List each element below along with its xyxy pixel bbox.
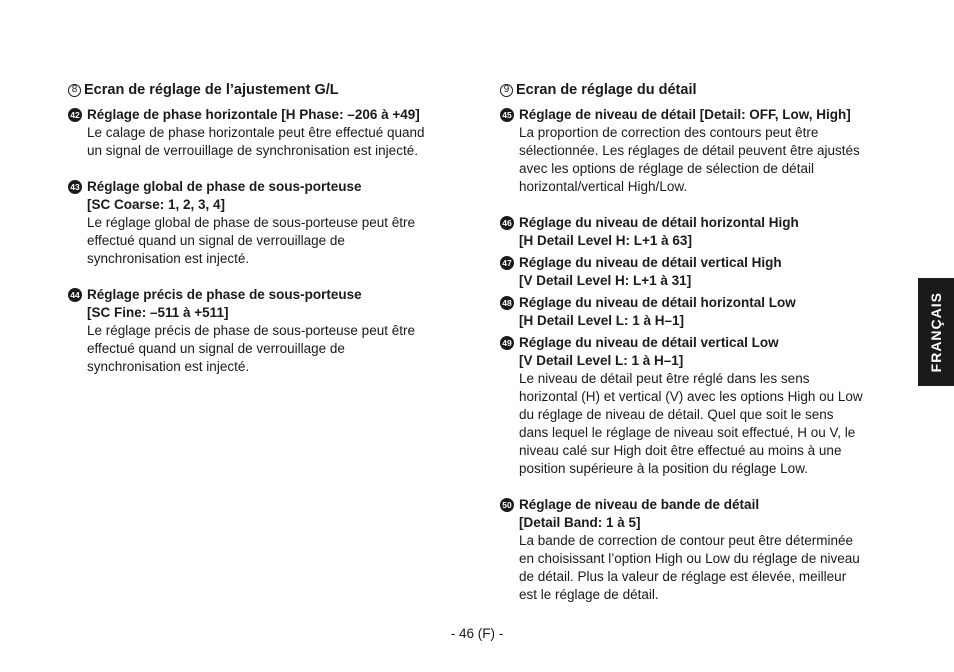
item-title: Réglage du niveau de détail vertical Low	[519, 335, 779, 350]
item-42	[68, 106, 458, 160]
item-parameter: [H Detail Level H: L+1 à 63]	[519, 233, 692, 248]
item-46	[500, 214, 900, 250]
circled-number-8: 8	[68, 84, 81, 97]
item-title: Réglage de phase horizontale [H Phase: –206 à +49]	[87, 107, 420, 122]
item-text-line: du réglage de niveau de détail. Quel que soit le sens	[519, 407, 834, 422]
item-47	[500, 254, 900, 290]
item-number-badge: 42	[68, 108, 82, 122]
item-text-line: horizontal (H) et vertical (V) avec les options High ou Low	[519, 389, 863, 404]
item-text-line: Le réglage global de phase de sous-porteuse peut être	[87, 215, 415, 230]
item-text-line: horizontal/vertical High/Low.	[519, 179, 688, 194]
item-number-badge: 49	[500, 336, 514, 350]
item-number-badge: 44	[68, 288, 82, 302]
section-title: Ecran de réglage du détail	[516, 82, 697, 98]
item-number-badge: 43	[68, 180, 82, 194]
item-number-badge: 48	[500, 296, 514, 310]
item-45	[500, 106, 900, 196]
language-tab	[918, 278, 954, 386]
item-number-badge: 45	[500, 108, 514, 122]
left-column	[68, 80, 458, 376]
item-43	[68, 178, 458, 268]
item-text-line: de détail. Plus la valeur de réglage est élevée, meilleur	[519, 569, 847, 584]
item-text-line: position supérieure à la position du réglage Low.	[519, 461, 808, 476]
language-tab-label: FRANÇAIS	[928, 291, 944, 373]
item-title: Réglage précis de phase de sous-porteuse	[87, 287, 362, 302]
item-text-line: Le calage de phase horizontale peut être effectué quand	[87, 125, 425, 140]
item-title: Réglage du niveau de détail vertical High	[519, 255, 782, 270]
item-title: Réglage du niveau de détail horizontal High	[519, 215, 799, 230]
item-text-line: sélectionnée. Les réglages de détail peuvent être ajustés	[519, 143, 860, 158]
right-column	[500, 80, 900, 604]
item-48	[500, 294, 900, 330]
item-text-line: avec les options de réglage de sélection de détail	[519, 161, 814, 176]
item-50	[500, 496, 900, 604]
item-text-line: niveau calé sur High doit être effectué au moins à une	[519, 443, 842, 458]
item-parameter: [V Detail Level H: L+1 à 31]	[519, 273, 692, 288]
item-49	[500, 334, 900, 478]
section-title: Ecran de réglage de l’ajustement G/L	[84, 82, 339, 98]
item-text-line: synchronisation est injecté.	[87, 251, 250, 266]
item-title: Réglage du niveau de détail horizontal Low	[519, 295, 796, 310]
section-heading-detail	[500, 80, 900, 100]
item-text-line: effectué quand un signal de verrouillage de	[87, 233, 345, 248]
section-heading-gl	[68, 80, 458, 100]
item-44	[68, 286, 458, 376]
item-text-line: en choisissant l’option High ou Low du réglage de niveau	[519, 551, 860, 566]
item-parameter: [H Detail Level L: 1 à H–1]	[519, 313, 685, 328]
item-title: Réglage de niveau de détail [Detail: OFF, Low, High]	[519, 107, 851, 122]
item-text-line: La bande de correction de contour peut être déterminée	[519, 533, 853, 548]
item-text-line: Le réglage précis de phase de sous-porteuse peut être	[87, 323, 415, 338]
item-number-badge: 46	[500, 216, 514, 230]
item-text-line: Le niveau de détail peut être réglé dans les sens	[519, 371, 810, 386]
item-parameter: [V Detail Level L: 1 à H–1]	[519, 353, 684, 368]
item-number-badge: 47	[500, 256, 514, 270]
item-text-line: un signal de verrouillage de synchronisation est injecté.	[87, 143, 418, 158]
item-number-badge: 50	[500, 498, 514, 512]
item-text-line: est le réglage de détail.	[519, 587, 659, 602]
page-number: - 46 (F) -	[450, 626, 504, 641]
item-text-line: La proportion de correction des contours peut être	[519, 125, 819, 140]
item-parameter: [SC Fine: –511 à +511]	[87, 305, 229, 320]
circled-number-9: 9	[500, 84, 513, 97]
item-text-line: synchronisation est injecté.	[87, 359, 250, 374]
item-parameter: [Detail Band: 1 à 5]	[519, 515, 641, 530]
item-text-line: dans lequel le réglage de niveau soit effectué, H ou V, le	[519, 425, 856, 440]
item-title: Réglage de niveau de bande de détail	[519, 497, 760, 512]
item-title: Réglage global de phase de sous-porteuse	[87, 179, 362, 194]
item-text-line: effectué quand un signal de verrouillage de	[87, 341, 345, 356]
item-parameter: [SC Coarse: 1, 2, 3, 4]	[87, 197, 226, 212]
